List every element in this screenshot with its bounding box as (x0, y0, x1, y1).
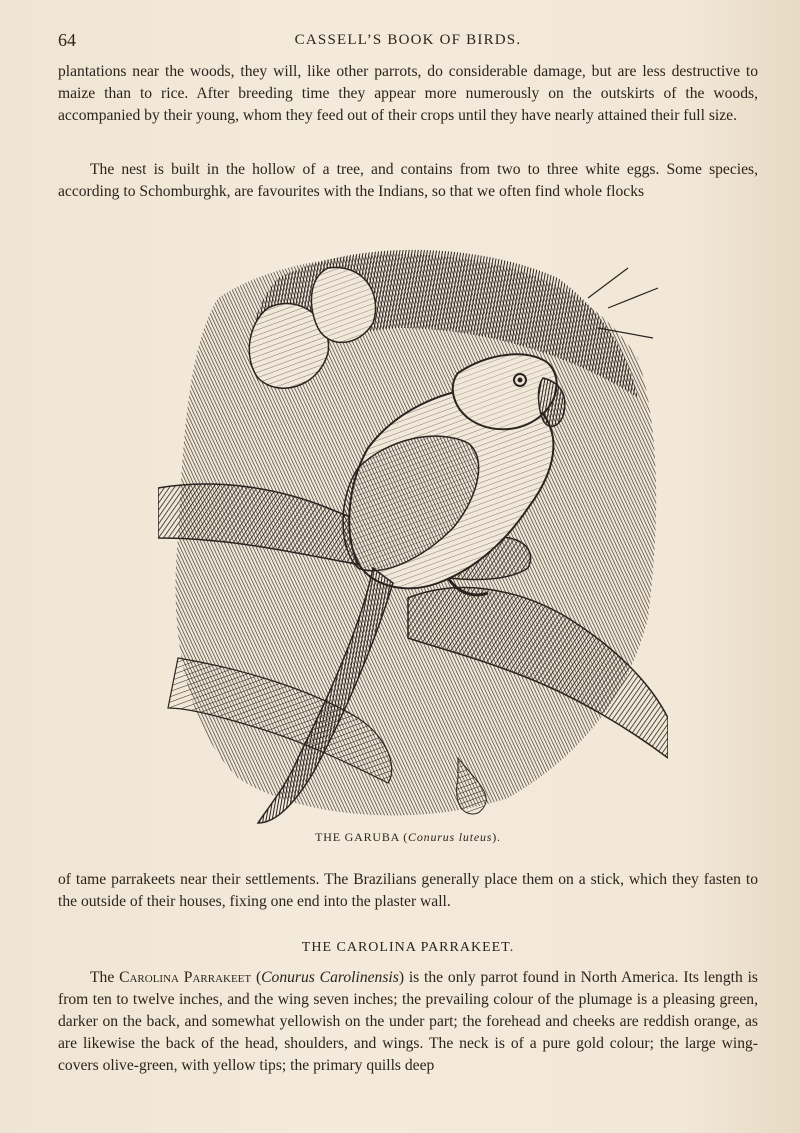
page-header (58, 30, 758, 54)
p4-open-paren: ( (251, 969, 262, 986)
running-head: CASSELL’S BOOK OF BIRDS. (294, 32, 522, 48)
parrot-engraving-svg (158, 238, 668, 826)
paragraph-3: of tame parrakeets near their settlements. The Brazilians generally place them on a stick, which they fasten to the outside of their houses, fixing one end into the plaster wall. (58, 871, 758, 910)
p4-body: ) is the only parrot found in North America. Its length is from ten to twelve inches, and the wing seven inches; the prevailing colour of the plumage is a pleasing green, darker on the back, and somewhat yellowish on the under part; the forehead and cheeks are reddish orange, as are likewise the back of the head, shoulders, and wings. The neck is of a pure gold colour; the large wing-covers olive-green, with yellow tips; the primary quills deep (58, 969, 758, 1074)
p4-species-name: Carolina Parrakeet (119, 969, 252, 986)
page-number: 64 (58, 30, 76, 50)
caption-suffix: ). (492, 830, 501, 844)
p4-lead: The (90, 969, 120, 986)
paragraph-1: plantations near the woods, they will, like other parrots, do considerable damage, but are less destructive to maize than to rice. After breeding time they appear more numerously on the outskirts of the woods, accompanied by their young, whom they feed out of their crops until they have nearly attained their full size. (58, 63, 758, 124)
engraving-illustration (158, 238, 668, 826)
figure-caption (58, 830, 758, 845)
p4-latin-name: Conurus Carolinensis (261, 969, 399, 986)
paragraph-4 (58, 967, 758, 1077)
caption-species: Conurus luteus (408, 830, 493, 844)
paragraph-2: The nest is built in the hollow of a tree, and contains from two to three white eggs. Some species, according to Schomburghk, are favourites with the Indians, so that we often find whole flocks (58, 161, 758, 200)
section-title: THE CAROLINA PARRAKEET. (301, 940, 515, 955)
twigs (588, 268, 658, 338)
caption-prefix: THE GARUBA ( (315, 830, 409, 844)
